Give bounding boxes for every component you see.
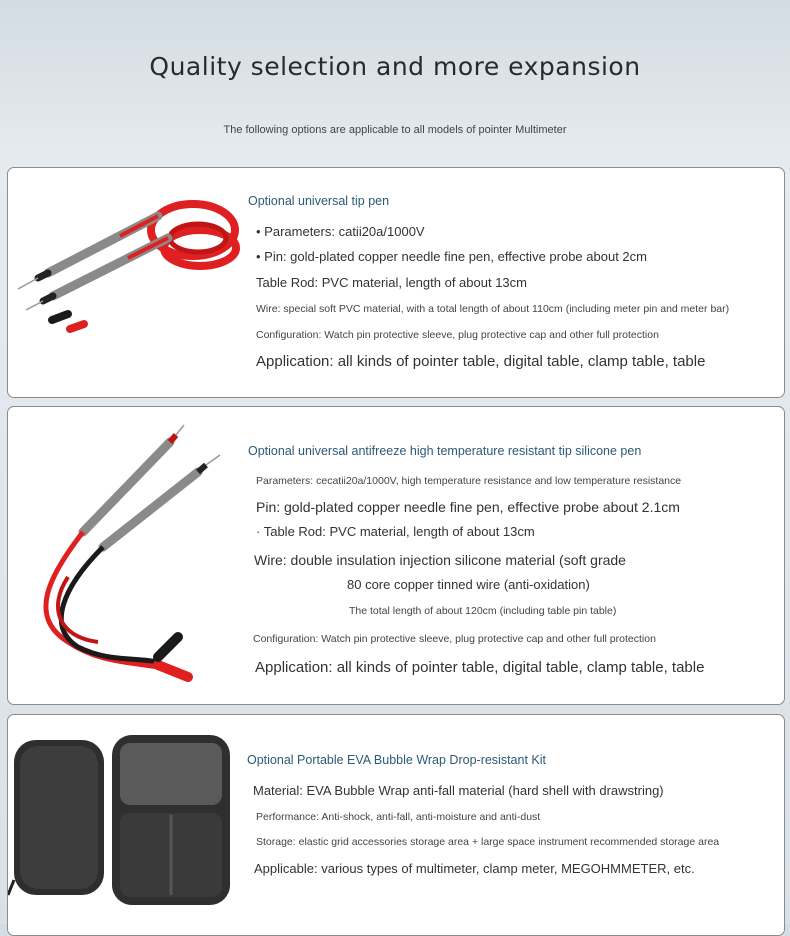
spec-line: Performance: Anti-shock, anti-fall, anti-moisture and anti-dust [256,811,541,823]
silicone-pen-image [8,407,248,704]
spec-line: Pin: gold-plated copper needle fine pen, effective probe about 2.1cm [256,499,680,515]
card-eva-kit [7,714,785,936]
card-tip-pen [7,167,785,398]
spec-line: Applicable: various types of multimeter, clamp meter, MEGOHMMETER, etc. [254,861,695,876]
card-heading: Optional universal antifreeze high temperature resistant tip silicone pen [248,444,642,458]
spec-line: Table Rod: PVC material, length of about 13cm [256,275,527,290]
spec-line: Parameters: cecatii20a/1000V, high temperature resistance and low temperature resistance [256,475,682,487]
spec-line: Wire: double insulation injection silicone material (soft grade [254,552,626,568]
page-subtitle: The following options are applicable to all models of pointer Multimeter [223,124,567,136]
spec-line: Material: EVA Bubble Wrap anti-fall material (hard shell with drawstring) [253,783,664,798]
eva-case-image [8,715,248,935]
spec-line: Storage: elastic grid accessories storage area + large space instrument recommended storage area [256,836,720,848]
spec-line: • Pin: gold-plated copper needle fine pen, effective probe about 2cm [256,249,647,264]
spec-line: Configuration: Watch pin protective sleeve, plug protective cap and other full protection [256,329,659,341]
page-title: Quality selection and more expansion [149,52,641,81]
spec-line: Application: all kinds of pointer table, digital table, clamp table, table [255,659,705,676]
card-heading: Optional universal tip pen [248,194,390,208]
spec-line: The total length of about 120cm (including table pin table) [349,605,617,617]
tip-pen-image [8,168,248,397]
spec-line: • Parameters: catii20a/1000V [256,224,425,239]
spec-line: 80 core copper tinned wire (anti-oxidation) [347,577,590,592]
spec-line: Application: all kinds of pointer table, digital table, clamp table, table [256,353,706,370]
spec-line: Configuration: Watch pin protective sleeve, plug protective cap and other full protection [253,633,656,645]
spec-line: · Table Rod: PVC material, length of about 13cm [256,524,535,539]
card-heading: Optional Portable EVA Bubble Wrap Drop-resistant Kit [247,753,546,767]
spec-line: Wire: special soft PVC material, with a total length of about 110cm (including meter pin and meter bar) [256,303,730,315]
card-silicone-pen [7,406,785,705]
